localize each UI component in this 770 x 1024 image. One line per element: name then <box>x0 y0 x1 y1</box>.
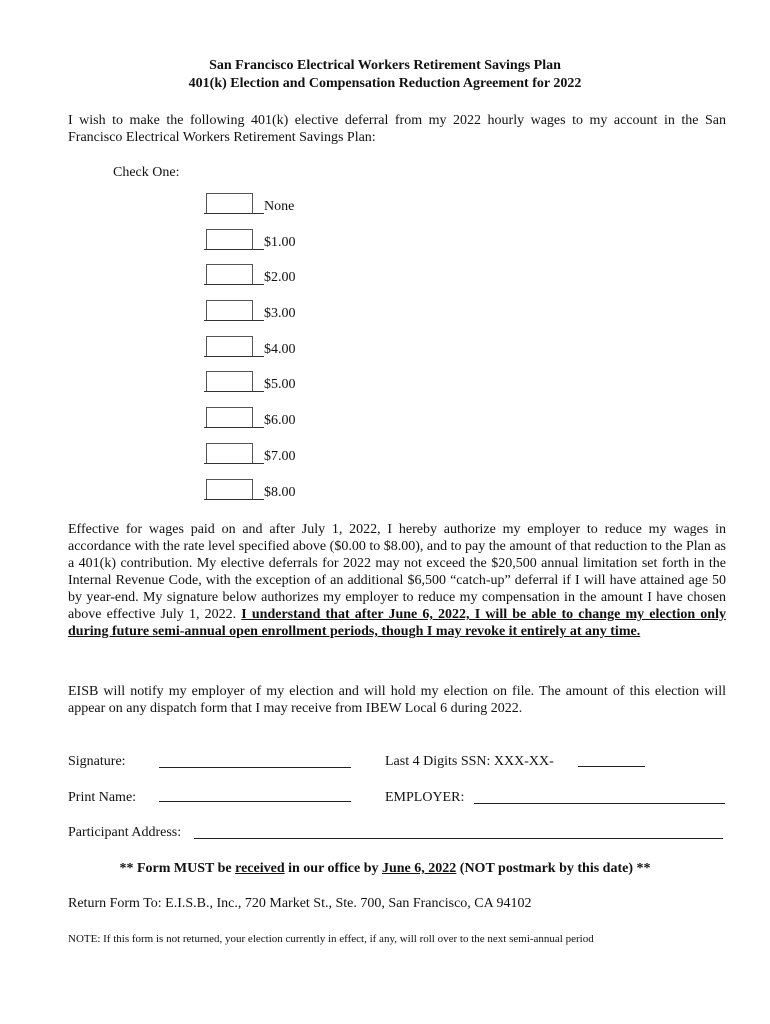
option-checkbox[interactable] <box>206 300 253 320</box>
option-checkbox[interactable] <box>206 193 253 213</box>
option-label: $1.00 <box>264 235 296 250</box>
option-checkbox[interactable] <box>206 371 253 391</box>
ssn-label: Last 4 Digits SSN: XXX-XX- <box>385 754 554 769</box>
signature-label: Signature: <box>68 754 126 769</box>
check-one-label: Check One: <box>113 165 180 180</box>
deadline-notice: ** Form MUST be received in our office by June 6, 2022 (NOT postmark by this date) ** <box>119 861 651 876</box>
authorization-paragraph <box>68 521 726 640</box>
employer-line[interactable] <box>474 803 725 804</box>
option-label: $2.00 <box>264 270 296 285</box>
option-checkbox[interactable] <box>206 229 253 249</box>
address-label: Participant Address: <box>68 825 182 840</box>
option-label: $3.00 <box>264 306 296 321</box>
signature-line[interactable] <box>159 767 351 768</box>
authorization-emphasis: I understand that after June 6, 2022, I will be able to change my election only during future semi-annual open enrollment periods, though I may revoke it entirely at any time. <box>68 607 726 639</box>
intro-paragraph: I wish to make the following 401(k) elective deferral from my 2022 hourly wages to my account in the San Francisco Electrical Workers Retirement Savings Plan: <box>68 113 726 145</box>
option-checkbox[interactable] <box>206 264 253 284</box>
rollover-note: NOTE: If this form is not returned, your election currently in effect, if any, will roll over to the next semi-annual period <box>68 933 594 945</box>
address-line[interactable] <box>194 838 723 839</box>
deadline-date: June 6, 2022 <box>381 861 457 876</box>
received-emphasis: received <box>235 861 285 876</box>
eisb-notice: EISB will notify my employer of my election and will hold my election on file. The amount of this election will appear on any dispatch form that I may receive from IBEW Local 6 during 2022. <box>68 684 726 716</box>
option-checkbox[interactable] <box>206 407 253 427</box>
authorization-text: Effective for wages paid on and after July 1, 2022, I hereby authorize my employer to reduce my wages in accordance with the rate level specified above ($0.00 to $8.00), and to pay the amount of that reduction to the Plan as a 401(k) contribution. My elective deferrals for 2022 may not exceed the $20,500 annual limitation set forth in the Internal Revenue Code, with the exception of an additional $6,500 “catch-up” deferral if I will have attained age 50 by year-end. My signature below authorizes my employer to reduce my compensation in the amount I have chosen above effective July 1, 2022. <box>68 522 726 622</box>
option-label: None <box>264 199 295 214</box>
option-label: $7.00 <box>264 449 296 464</box>
option-label: $8.00 <box>264 485 296 500</box>
print-name-line[interactable] <box>159 801 351 802</box>
print-name-label: Print Name: <box>68 790 137 805</box>
option-label: $5.00 <box>264 377 296 392</box>
option-checkbox[interactable] <box>206 336 253 356</box>
option-checkbox[interactable] <box>206 443 253 463</box>
ssn-line[interactable] <box>578 766 645 767</box>
employer-label: EMPLOYER: <box>385 790 465 805</box>
option-label: $4.00 <box>264 342 296 357</box>
return-address: Return Form To: E.I.S.B., Inc., 720 Market St., Ste. 700, San Francisco, CA 94102 <box>68 896 532 911</box>
option-label: $6.00 <box>264 413 296 428</box>
form-title-line2: 401(k) Election and Compensation Reduction Agreement for 2022 <box>188 76 582 91</box>
form-title-line1: San Francisco Electrical Workers Retirement Savings Plan <box>209 58 561 73</box>
option-checkbox[interactable] <box>206 479 253 499</box>
